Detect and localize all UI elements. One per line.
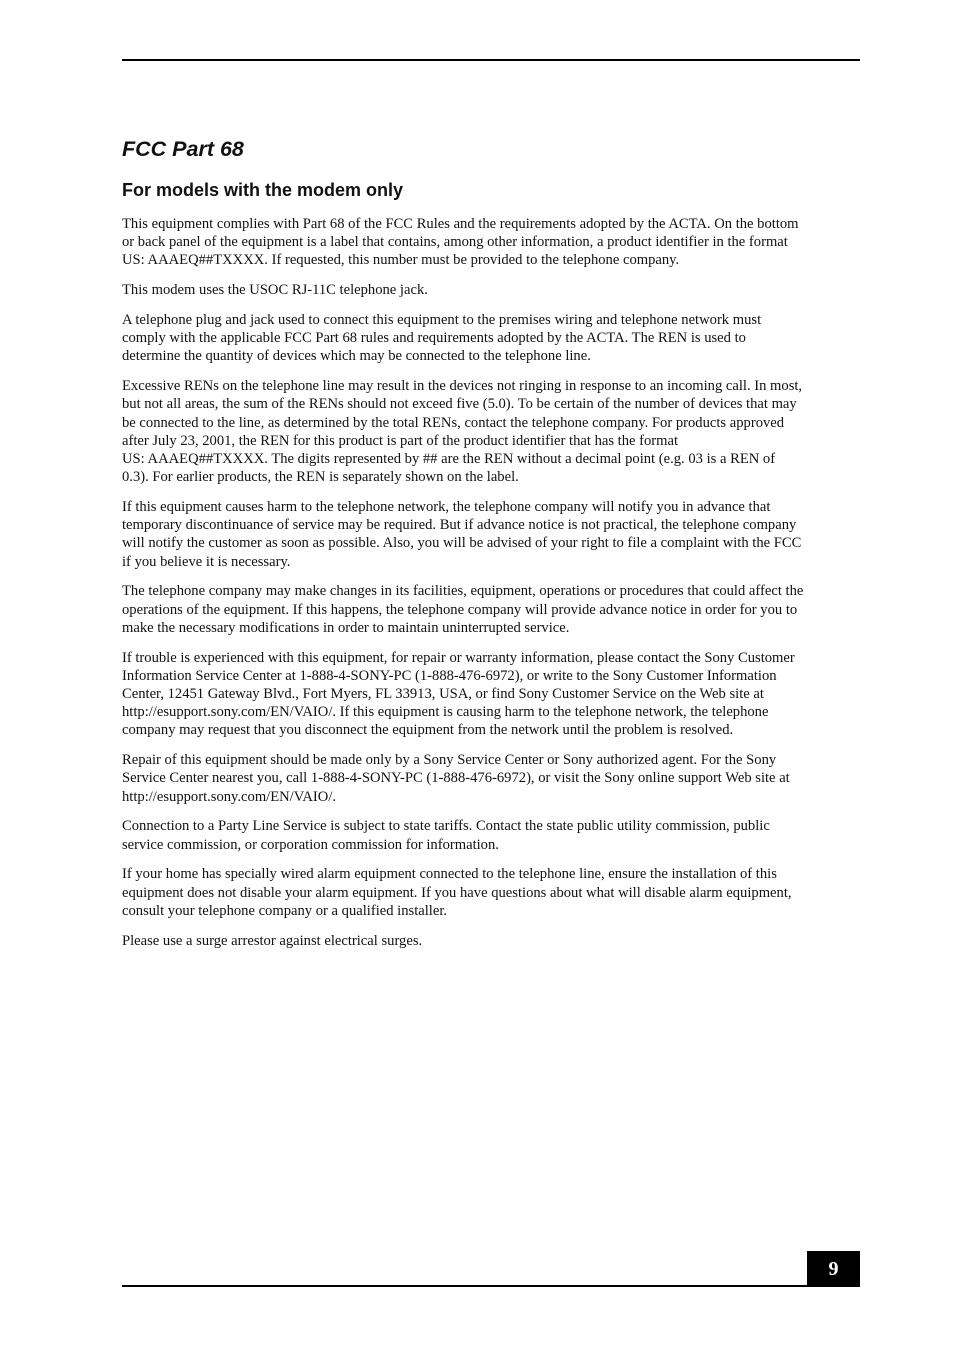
document-body <box>122 134 862 961</box>
header-rule <box>122 59 860 61</box>
footer-rule <box>122 1285 860 1287</box>
paragraph-alarm: If your home has specially wired alarm equipment connected to the telephone line, ensure the installation of this equipment does not disable your alarm equipment. If you have questions about what will disable alarm equipment, consult your telephone company or a qualified installer. <box>122 866 792 919</box>
paragraph-surge: Please use a surge arrestor against electrical surges. <box>122 932 423 949</box>
paragraph-repair: Repair of this equipment should be made only by a Sony Service Center or Sony authorized agent. For the Sony Service Center nearest you, call 1-888-4-SONY-PC (1-888-476-6972), or visit the Sony online support Web site at http://esupport.sony.com/EN/VAIO/. <box>122 752 790 805</box>
sub-title: For models with the modem only <box>122 180 404 200</box>
paragraph-compliance: This equipment complies with Part 68 of the FCC Rules and the requirements adopted by the ACTA. On the bottom or back panel of the equipment is a label that contains, among other information, a product identifier in the format US: AAAEQ##TXXXX. If requested, this number must be provided to the telephone company. <box>122 216 799 269</box>
paragraph-jack: This modem uses the USOC RJ-11C telephone jack. <box>122 282 428 299</box>
paragraph-ren: Excessive RENs on the telephone line may result in the devices not ringing in response to an incoming call. In most, but not all areas, the sum of the RENs should not exceed five (5.0). To be certain of the number of devices that may be connected to the line, as determined by the total RENs, contact the telephone company. For products approved after July 23, 2001, the REN for this product is part of the product identifier that has the format US: AAAEQ##TXXXX. The digits represented by ## are the REN without a decimal point (e.g. 03 is a REN of 0.3). For earlier products, the REN is separately shown on the label. <box>122 378 803 486</box>
paragraph-plug-and-jack: A telephone plug and jack used to connect this equipment to the premises wiring and telephone network must comply with the applicable FCC Part 68 rules and requirements adopted by the ACTA. The REN is used to determine the quantity of devices which may be connected to the telephone line. <box>122 312 762 365</box>
paragraph-trouble: If trouble is experienced with this equipment, for repair or warranty information, please contact the Sony Customer Information Service Center at 1-888-4-SONY-PC (1-888-476-6972), or write to the Sony Customer Information Center, 12451 Gateway Blvd., Fort Myers, FL 33913, USA, or find Sony Customer Service on the Web site at http://esupport.sony.com/EN/VAIO/. If this equipment is causing harm to the telephone network, the telephone company may request that you disconnect the equipment from the network until the problem is resolved. <box>122 649 795 739</box>
section-title: FCC Part 68 <box>122 137 244 161</box>
paragraph-party-line: Connection to a Party Line Service is subject to state tariffs. Contact the state public utility commission, public service commission, or corporation commission for information. <box>122 818 770 853</box>
page-number: 9 <box>807 1251 860 1287</box>
paragraph-changes: The telephone company may make changes in its facilities, equipment, operations or procedures that could affect the operations of the equipment. If this happens, the telephone company will provide advance notice in order for you to make the necessary modifications in order to maintain uninterrupted service. <box>122 583 804 636</box>
paragraph-network-harm: If this equipment causes harm to the telephone network, the telephone company will notify you in advance that temporary discontinuance of service may be required. But if advance notice is not practical, the telephone company will notify the customer as soon as possible. Also, you will be advised of your right to file a complaint with the FCC if you believe it is necessary. <box>122 499 802 570</box>
